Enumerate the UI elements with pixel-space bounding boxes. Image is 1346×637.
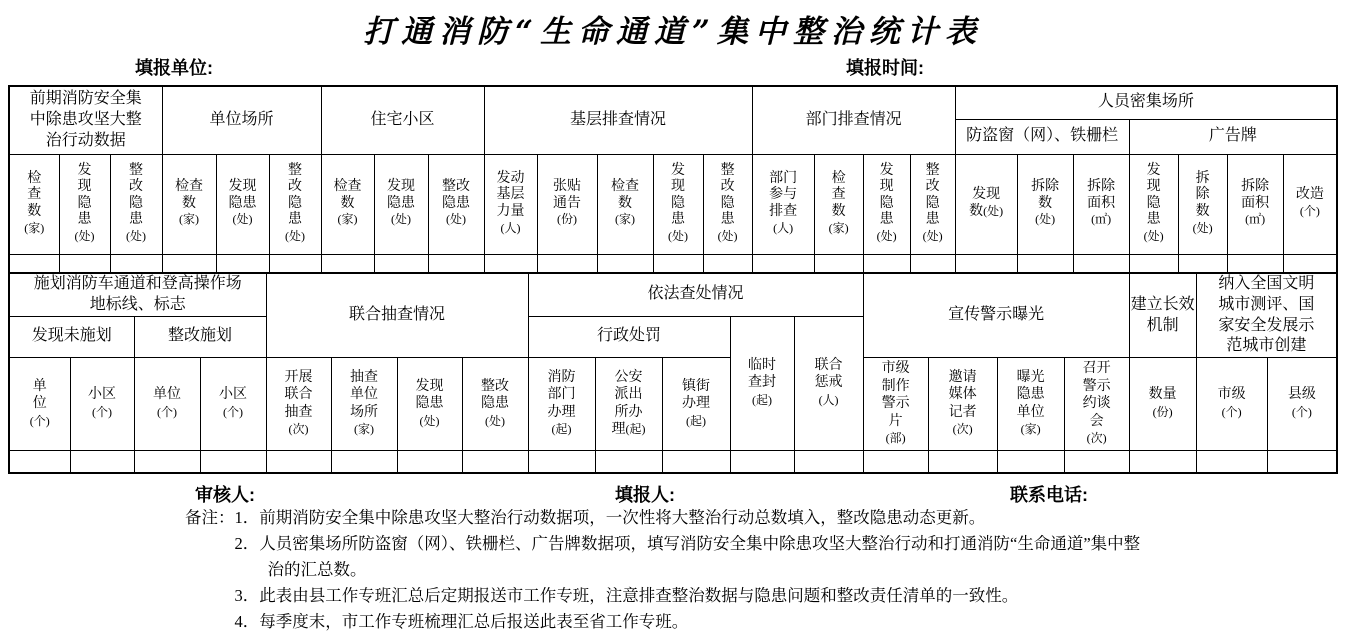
data-cell <box>730 450 794 473</box>
data-cell <box>794 450 863 473</box>
col-header: 县级(个) <box>1267 358 1337 451</box>
col-header: 整改隐患(处) <box>110 154 162 254</box>
data-cell <box>863 254 910 273</box>
col-header: 小区(个) <box>200 358 266 451</box>
data-cell <box>200 450 266 473</box>
col-header-joint-punishment: 联合惩戒(人) <box>794 316 863 450</box>
remark-item: 3．此表由县工作专班汇总后定期报送市工作专班，注意排查整治数据与隐患问题和整改责任清单的一致性。 <box>234 586 1019 605</box>
data-cell <box>662 450 730 473</box>
remarks-items <box>235 505 1146 635</box>
subgroup-found-unmarked: 发现未施划 <box>9 316 134 358</box>
data-cell <box>528 450 595 473</box>
col-header: 拆除数(处) <box>1178 154 1227 254</box>
col-header: 检查数(家) <box>9 154 59 254</box>
page-title: 打通消防“生命通道”集中整治统计表 <box>363 14 983 50</box>
col-header: 改造(个) <box>1283 154 1337 254</box>
data-cell <box>653 254 703 273</box>
col-header: 检查数(家) <box>597 154 653 254</box>
col-header: 消防部门办理(起) <box>528 358 595 451</box>
group-crowded-places: 人员密集场所 <box>955 86 1337 119</box>
data-cell <box>331 450 397 473</box>
filler-label: 填报人: <box>615 485 675 505</box>
group-publicity-exposure: 宣传警示曝光 <box>863 273 1129 358</box>
col-header: 整改隐患(处) <box>910 154 955 254</box>
group-joint-spot-check: 联合抽查情况 <box>266 273 528 358</box>
group-city-evaluation: 纳入全国文明城市测评、国家安全发展示范城市创建 <box>1196 273 1337 358</box>
data-cell <box>997 450 1064 473</box>
col-header: 拆除数(处) <box>1017 154 1073 254</box>
data-cell <box>1227 254 1283 273</box>
report-unit-label: 填报单位: <box>135 58 213 78</box>
col-header: 发动基层力量(人) <box>484 154 537 254</box>
col-header: 发现隐患(处) <box>653 154 703 254</box>
col-header: 检查数(家) <box>321 154 374 254</box>
col-header: 曝光隐患单位(家) <box>997 358 1064 451</box>
data-cell <box>1017 254 1073 273</box>
group-billboard: 广告牌 <box>1129 119 1337 154</box>
data-cell <box>321 254 374 273</box>
group-pre-campaign-data: 前期消防安全集中除患攻坚大整治行动数据 <box>9 86 162 154</box>
col-header: 单位(个) <box>9 358 70 451</box>
col-header: 拆除面积(㎡) <box>1073 154 1129 254</box>
data-cell <box>134 450 200 473</box>
data-cell <box>1196 450 1267 473</box>
group-department-check: 部门排查情况 <box>752 86 955 154</box>
data-cell <box>59 254 110 273</box>
col-header: 整改隐患(处) <box>703 154 752 254</box>
data-cell <box>266 450 331 473</box>
group-security-window: 防盗窗（网）、铁栅栏 <box>955 119 1129 154</box>
data-cell <box>70 450 134 473</box>
data-cell <box>595 450 662 473</box>
col-header: 发现隐患(处) <box>1129 154 1178 254</box>
data-cell <box>752 254 814 273</box>
col-header-temporary-seal: 临时查封(起) <box>730 316 794 450</box>
data-cell <box>597 254 653 273</box>
group-fire-lane-marking: 施划消防车通道和登高操作场地标线、标志 <box>9 273 266 316</box>
col-header: 开展联合抽查(次) <box>266 358 331 451</box>
col-header: 单位(个) <box>134 358 200 451</box>
col-header: 部门参与排查(人) <box>752 154 814 254</box>
col-header: 发现隐患(处) <box>59 154 110 254</box>
subgroup-administrative-penalty: 行政处罚 <box>528 316 730 358</box>
table-bottom-section <box>8 272 1338 474</box>
col-header: 整改隐患(处) <box>462 358 528 451</box>
data-cell <box>9 450 70 473</box>
col-header: 召开警示约谈会(次) <box>1064 358 1129 451</box>
col-header: 公安派出所办理(起) <box>595 358 662 451</box>
reviewer-label: 审核人: <box>195 485 255 505</box>
remark-item: 1．前期消防安全集中除患攻坚大整治行动数据项，一次性将大整治行动总数填入，整改隐患动态更新。 <box>234 508 986 527</box>
data-cell <box>162 254 216 273</box>
group-unit-places: 单位场所 <box>162 86 321 154</box>
col-header: 发现隐患(处) <box>863 154 910 254</box>
group-long-term-mechanism: 建立长效机制 <box>1129 273 1196 358</box>
col-header: 市级制作警示片(部) <box>863 358 928 451</box>
col-header: 镇街办理(起) <box>662 358 730 451</box>
col-header: 市级(个) <box>1196 358 1267 451</box>
data-cell <box>1064 450 1129 473</box>
report-time-label: 填报时间: <box>846 58 924 78</box>
data-cell <box>910 254 955 273</box>
data-cell <box>397 450 462 473</box>
data-cell <box>1129 450 1196 473</box>
data-cell <box>1178 254 1227 273</box>
data-cell <box>955 254 1017 273</box>
col-header: 发现数(处) <box>955 154 1017 254</box>
data-cell <box>1283 254 1337 273</box>
group-residential: 住宅小区 <box>321 86 484 154</box>
data-cell <box>269 254 321 273</box>
col-header: 张贴通告(份) <box>537 154 597 254</box>
data-cell <box>814 254 863 273</box>
data-cell <box>462 450 528 473</box>
data-cell <box>374 254 428 273</box>
data-cell <box>484 254 537 273</box>
table-top-section <box>8 85 1338 274</box>
remarks-block <box>185 505 1145 635</box>
col-header: 小区(个) <box>70 358 134 451</box>
col-header: 检查数(家) <box>814 154 863 254</box>
data-cell <box>9 254 59 273</box>
data-cell <box>1267 450 1337 473</box>
subgroup-rectified-marked: 整改施划 <box>134 316 266 358</box>
group-grassroots-check: 基层排查情况 <box>484 86 752 154</box>
statistics-table <box>8 85 1338 474</box>
data-cell <box>863 450 928 473</box>
col-header: 拆除面积(㎡) <box>1227 154 1283 254</box>
remark-item: 4．每季度末，市工作专班梳理汇总后报送此表至省工作专班。 <box>234 612 689 631</box>
col-header: 抽查单位场所(家) <box>331 358 397 451</box>
data-cell <box>216 254 269 273</box>
col-header: 发现隐患(处) <box>397 358 462 451</box>
data-cell <box>537 254 597 273</box>
group-legal-investigation: 依法查处情况 <box>528 273 863 316</box>
col-header: 数量(份) <box>1129 358 1196 451</box>
data-cell <box>428 254 484 273</box>
data-cell <box>1073 254 1129 273</box>
col-header: 整改隐患(处) <box>269 154 321 254</box>
data-cell <box>928 450 997 473</box>
col-header: 整改隐患(处) <box>428 154 484 254</box>
remarks-label: 备注： <box>185 508 235 527</box>
col-header: 检查数(家) <box>162 154 216 254</box>
data-cell <box>1129 254 1178 273</box>
col-header: 邀请媒体记者(次) <box>928 358 997 451</box>
phone-label: 联系电话: <box>1010 485 1088 505</box>
col-header: 发现隐患(处) <box>374 154 428 254</box>
col-header: 发现隐患(处) <box>216 154 269 254</box>
remark-item: 2．人员密集场所防盗窗（网）、铁栅栏、广告牌数据项，填写消防安全集中除患攻坚大整治行动和打通消防“生命通道”集中整治的汇总数。 <box>234 534 1141 579</box>
data-cell <box>703 254 752 273</box>
data-cell <box>110 254 162 273</box>
